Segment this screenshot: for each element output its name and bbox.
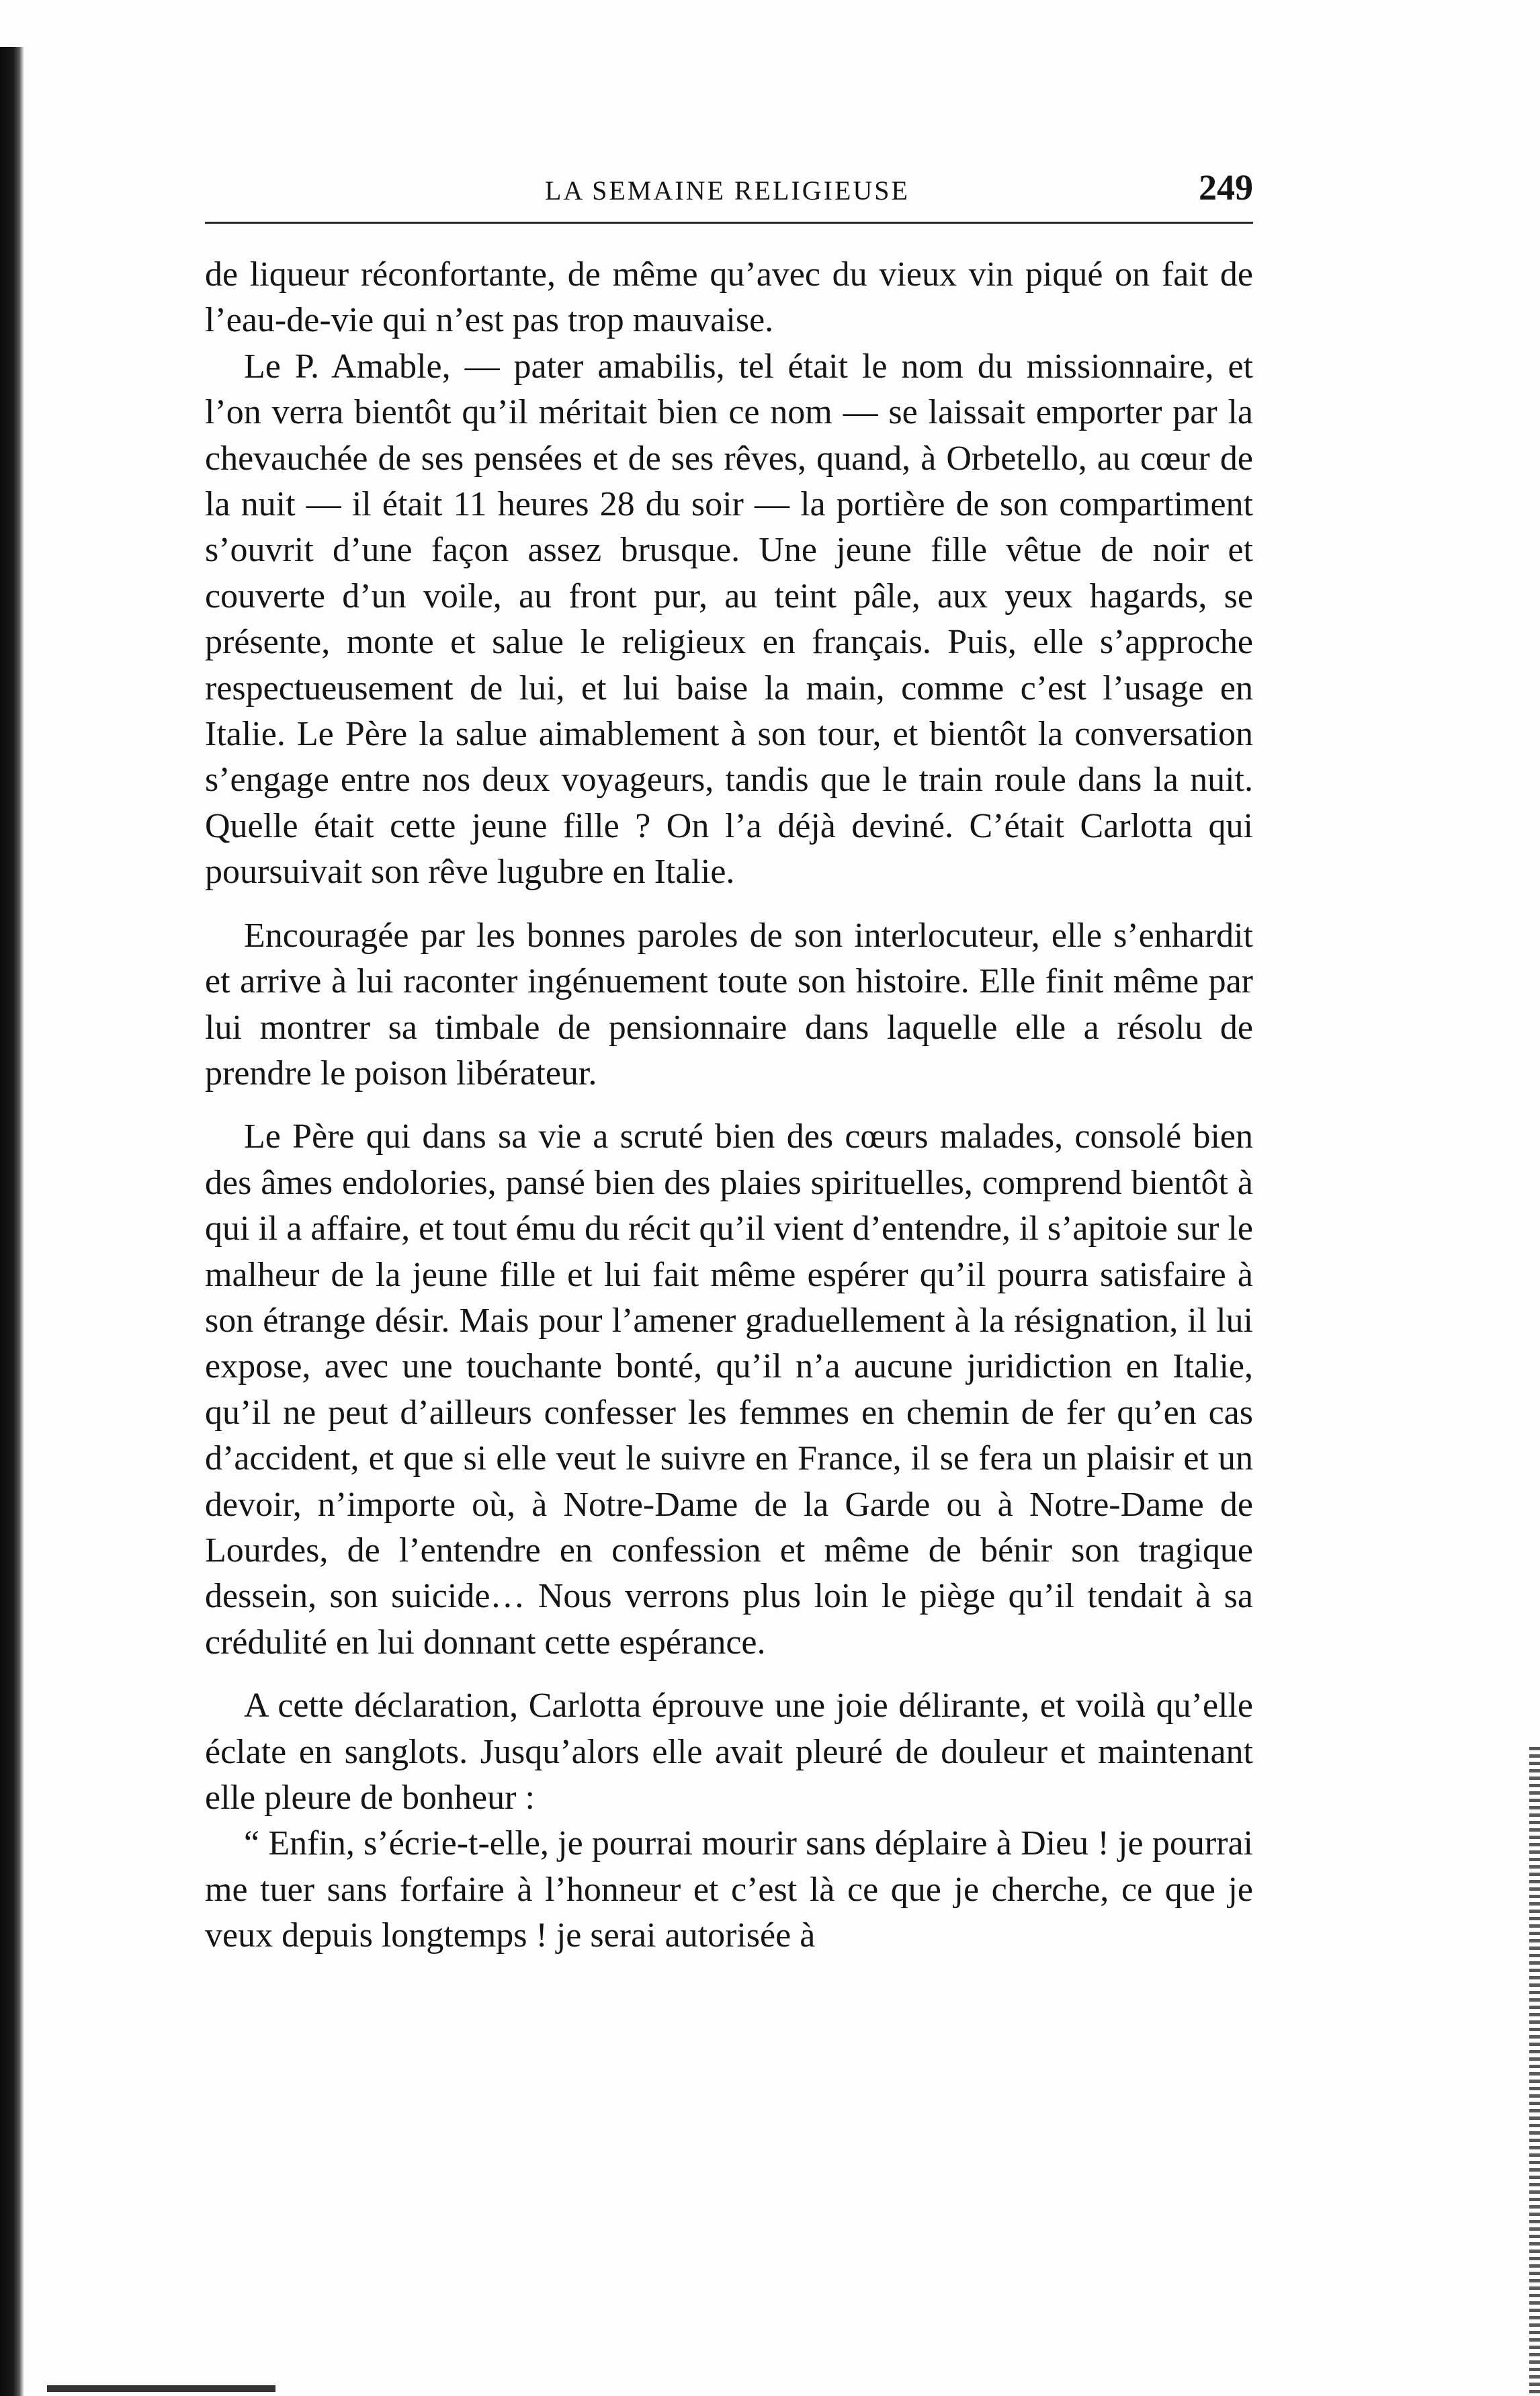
- paragraph-4: Le Père qui dans sa vie a scruté bien des cœurs malades, consolé bien des âmes endolories, pansé bien des plaies spirituelles, comprend bientôt à qui il a affaire, et tout ému du récit qu’il vient d’entendre, il s’apitoie sur le malheur de la jeune fille et lui fait même espérer qu’il pourra satisfaire à son étrange désir. Mais pour l’amener graduellement à la résignation, il lui expose, avec une touchante bonté, qu’il n’a aucune juridiction en Italie, qu’il ne peut d’ailleurs confesser les femmes en chemin de fer qu’en cas d’accident, et que si elle veut le suivre en France, il se fera un plaisir et un devoir, n’importe où, à Notre-Dame de la Garde ou à Notre-Dame de Lourdes, de l’entendre en confession et même de bénir son tragique dessein, son suicide… Nous verrons plus loin le piège qu’il tendait à sa crédulité en lui donnant cette espérance.: [205, 1117, 1253, 1662]
- page-body-text: [205, 252, 1253, 1959]
- paragraph-2: Le P. Amable, — pater amabilis, tel était le nom du missionnaire, et l’on verra bientôt qu’il méritait bien ce nom — se laissait emporter par la chevauchée de ses pensées et de ses rêves, quand, à Orbetello, au cœur de la nuit — il était 11 heures 28 du soir — la portière de son compartiment s’ouvrit d’une façon assez brusque. Une jeune fille vêtue de noir et couverte d’un voile, au front pur, au teint pâle, aux yeux hagards, se présente, monte et salue le religieux en français. Puis, elle s’approche respectueusement de lui, et lui baise la main, comme c’est l’usage en Italie. Le Père la salue aimablement à son tour, et bientôt la conversation s’engage entre nos deux voyageurs, tandis que le train roule dans la nuit. Quelle était cette jeune fille ? On l’a déjà deviné. C’était Carlotta qui poursuivait son rêve lugubre en Italie.: [205, 347, 1253, 892]
- paragraph-5: A cette déclaration, Carlotta éprouve une joie délirante, et voilà qu’elle éclate en sanglots. Jusqu’alors elle avait pleuré de douleur et maintenant elle pleure de bonheur :: [205, 1686, 1253, 1817]
- bottom-scan-rule: [47, 2385, 275, 2392]
- paragraph-6: “ Enfin, s’écrie-t-elle, je pourrai mourir sans déplaire à Dieu ! je pourrai me tuer sans forfaire à l’honneur et c’est là ce que je cherche, ce que je veux depuis longtemps ! je serai autorisée à: [205, 1824, 1253, 1955]
- paragraph-1: de liqueur réconfortante, de même qu’avec du vieux vin piqué on fait de l’eau-de-vie qui n’est pas trop mauvaise.: [205, 255, 1253, 340]
- page-header: [205, 167, 1253, 234]
- page-number: 249: [1199, 167, 1253, 208]
- page-binding-edge: [0, 47, 24, 2396]
- page-edge-scan-artifact: [1529, 1747, 1540, 2396]
- header-rule: [205, 222, 1253, 224]
- running-title: LA SEMAINE RELIGIEUSE: [545, 175, 910, 206]
- paragraph-3: Encouragée par les bonnes paroles de son interlocuteur, elle s’enhardit et arrive à lui raconter ingénuement toute son histoire. Elle finit même par lui montrer sa timbale de pensionnaire dans laquelle elle a résolu de prendre le poison libérateur.: [205, 916, 1253, 1093]
